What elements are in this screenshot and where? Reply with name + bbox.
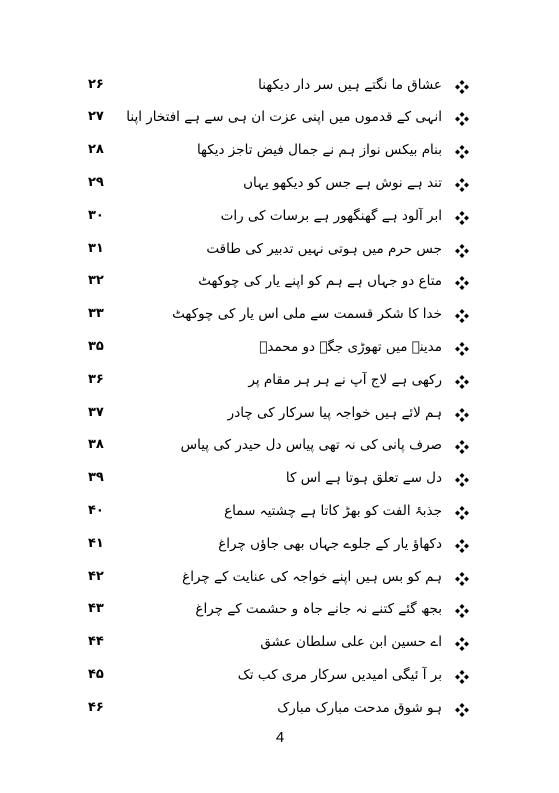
toc-entry [0,602,559,634]
toc-entry-page: ۲۹ [88,175,104,190]
toc-entry-title: جذبۂ الفت کو بھڑ کاتا ہے چشتیہ سماع [224,503,442,519]
four-diamond-bullet-icon [454,177,470,193]
toc-entry [0,438,559,470]
page-number: 4 [275,729,285,746]
toc-entry [0,471,559,503]
toc-entry-title: بنام بیکس نواز ہم نے جمال فیض تاجز دیکھا [196,142,442,158]
four-diamond-bullet-icon [454,505,470,521]
toc-entry-title: خدا کا شکر قسمت سے ملی اس یار کی چوکھٹ [172,306,442,322]
toc-entry-title: دل سے تعلق ہوتا ہے اس کا [285,470,442,486]
four-diamond-bullet-icon [454,603,470,619]
four-diamond-bullet-icon [454,702,470,718]
toc-entry-page: ۳۶ [88,372,104,387]
four-diamond-bullet-icon [454,308,470,324]
four-diamond-bullet-icon [454,407,470,423]
four-diamond-bullet-icon [454,243,470,259]
toc-entry [0,340,559,372]
toc-entry-title: بر آ ئیگی امیدیں سرکار مری کب تک [237,667,442,683]
toc-entry-page: ۳۷ [88,405,104,420]
toc-entry [0,78,559,110]
toc-entry [0,307,559,339]
toc-entry-page: ۳۲ [88,273,104,288]
toc-entry-title: بجھ گئے کتنے نہ جانے جاہ و حشمت کے چراغ [195,601,442,617]
toc-entry [0,242,559,274]
toc-entry [0,373,559,405]
toc-entry-title: رکھی ہے لاج آپ نے ہر ہر مقام پر [248,372,442,388]
toc-entry-title: ہم لائے ہیں خواجہ پیا سرکار کی چادر [227,405,442,421]
toc-entry [0,668,559,700]
four-diamond-bullet-icon [454,439,470,455]
toc-entry-page: ۴۰ [88,503,104,518]
four-diamond-bullet-icon [454,341,470,357]
toc-entry-title: عشاق ما نگتے ہیں سر دار دیکھنا [258,77,442,93]
toc-entry-title: ہم کو بس ہیں اپنے خواجہ کی عنایت کے چراغ [182,569,442,585]
four-diamond-bullet-icon [454,571,470,587]
toc-entry-page: ۴۱ [88,536,104,551]
toc-entry [0,176,559,208]
toc-entry-title: صرف پانی کی نہ تھی پیاس دل حیدر کی پیاس [180,437,442,453]
four-diamond-bullet-icon [454,144,470,160]
toc-entry-page: ۲۸ [88,142,104,157]
toc-entry-title: انہی کے قدموں میں اپنی عزت ان ہی سے ہے افتخار اپنا [126,109,442,125]
four-diamond-bullet-icon [454,111,470,127]
four-diamond-bullet-icon [454,472,470,488]
four-diamond-bullet-icon [454,636,470,652]
toc-entry [0,209,559,241]
toc-entry-title: جس حرم میں ہوتی نہیں تدبیر کی طاقت [206,241,442,257]
toc-entry [0,570,559,602]
toc-entry [0,504,559,536]
toc-entry-page: ۴۵ [88,667,104,682]
toc-entry-title: تند ہے نوش ہے جس کو دیکھو یہاں [243,175,442,191]
toc-entry-page: ۴۶ [88,700,104,715]
toc-entry [0,406,559,438]
toc-entry [0,110,559,142]
toc-entry-page: ۲۶ [88,77,104,92]
four-diamond-bullet-icon [454,210,470,226]
toc-entry [0,635,559,667]
four-diamond-bullet-icon [454,275,470,291]
toc-entry-title: ابر آلود ہے گھنگھور ہے برسات کی رات [220,208,442,224]
toc-entry-page: ۳۵ [88,339,104,354]
toc-entry [0,143,559,175]
toc-entry-title: اے حسین ابن علی سلطان عشق [260,634,442,650]
toc-entry [0,537,559,569]
toc-entry-title: دکھاؤ یار کے جلوے جہاں بھی جاؤں چراغ [218,536,442,552]
toc-entry-page: ۳۱ [88,241,104,256]
toc-entry-page: ۲۷ [88,109,104,124]
toc-entry [0,274,559,306]
toc-entry-page: ۴۳ [88,601,104,616]
toc-entry-page: ۳۹ [88,470,104,485]
toc-entry-title: متاع دو جہاں ہے ہم کو اپنے یار کی چوکھٹ [198,273,442,289]
toc-entry-page: ۴۲ [88,569,104,584]
toc-entry-page: ۴۴ [88,634,104,649]
four-diamond-bullet-icon [454,669,470,685]
toc-entry-page: ۳۸ [88,437,104,452]
toc-entry-page: ۳۰ [88,208,104,223]
toc-entry-title: مدینہ میں تھوڑی جگہ دو محمدؐ [259,339,442,355]
toc-entry-title: ہو شوق مدحت مبارک مبارک [277,700,442,716]
toc-entry-page: ۳۳ [88,306,104,321]
four-diamond-bullet-icon [454,374,470,390]
four-diamond-bullet-icon [454,538,470,554]
four-diamond-bullet-icon [454,79,470,95]
